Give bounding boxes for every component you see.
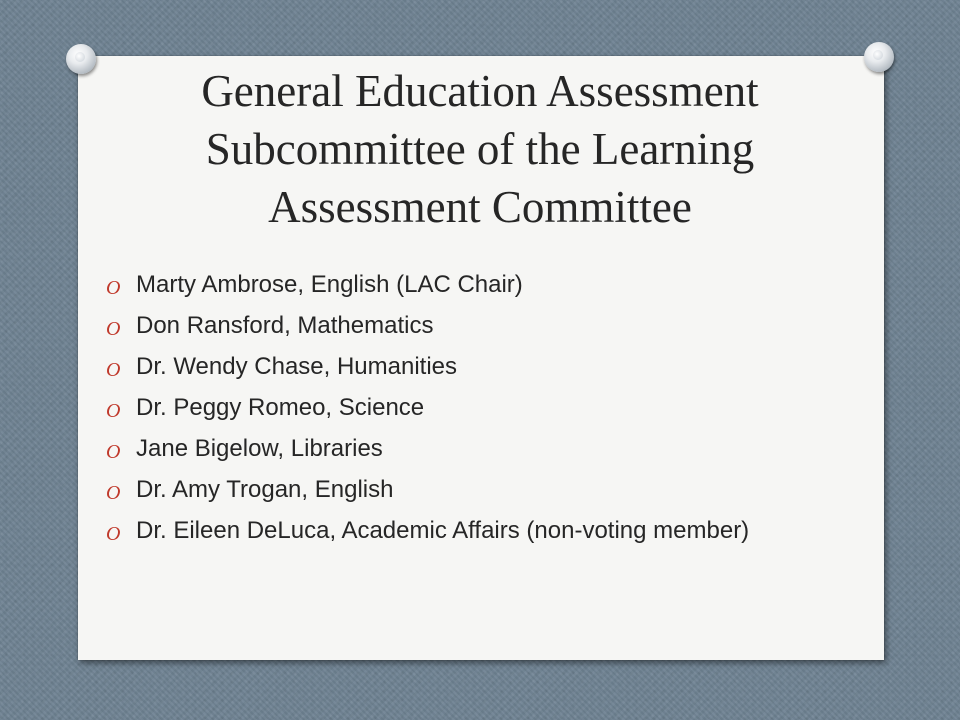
bullet-icon: O xyxy=(106,482,121,504)
slide-title xyxy=(100,62,860,236)
list-item xyxy=(104,309,824,342)
bullet-icon: O xyxy=(106,318,121,340)
list-item xyxy=(104,391,824,424)
title-line: Subcommittee of the Learning xyxy=(205,124,755,174)
bullet-icon: O xyxy=(106,400,121,422)
member-name: Don Ransford, Mathematics xyxy=(136,312,434,339)
member-name: Dr. Peggy Romeo, Science xyxy=(136,394,425,421)
member-name: Dr. Wendy Chase, Humanities xyxy=(136,353,458,380)
member-name: Dr. Amy Trogan, English xyxy=(136,476,394,503)
member-name: Marty Ambrose, English (LAC Chair) xyxy=(136,271,523,298)
pushpin-icon xyxy=(864,42,894,72)
member-name: Dr. Eileen DeLuca, Academic Affairs (non-voting member) xyxy=(136,517,750,544)
list-item xyxy=(104,268,824,301)
member-name: Jane Bigelow, Libraries xyxy=(136,435,383,462)
list-item xyxy=(104,514,824,547)
list-item xyxy=(104,350,824,383)
list-item xyxy=(104,432,824,465)
title-line: General Education Assessment xyxy=(201,66,759,116)
bullet-icon: O xyxy=(106,277,121,299)
pushpin-icon xyxy=(66,44,96,74)
bullet-icon: O xyxy=(106,441,121,463)
member-list xyxy=(104,268,824,555)
list-item xyxy=(104,473,824,506)
title-line: Assessment Committee xyxy=(268,182,692,232)
bullet-icon: O xyxy=(106,359,121,381)
bullet-icon: O xyxy=(106,523,121,545)
